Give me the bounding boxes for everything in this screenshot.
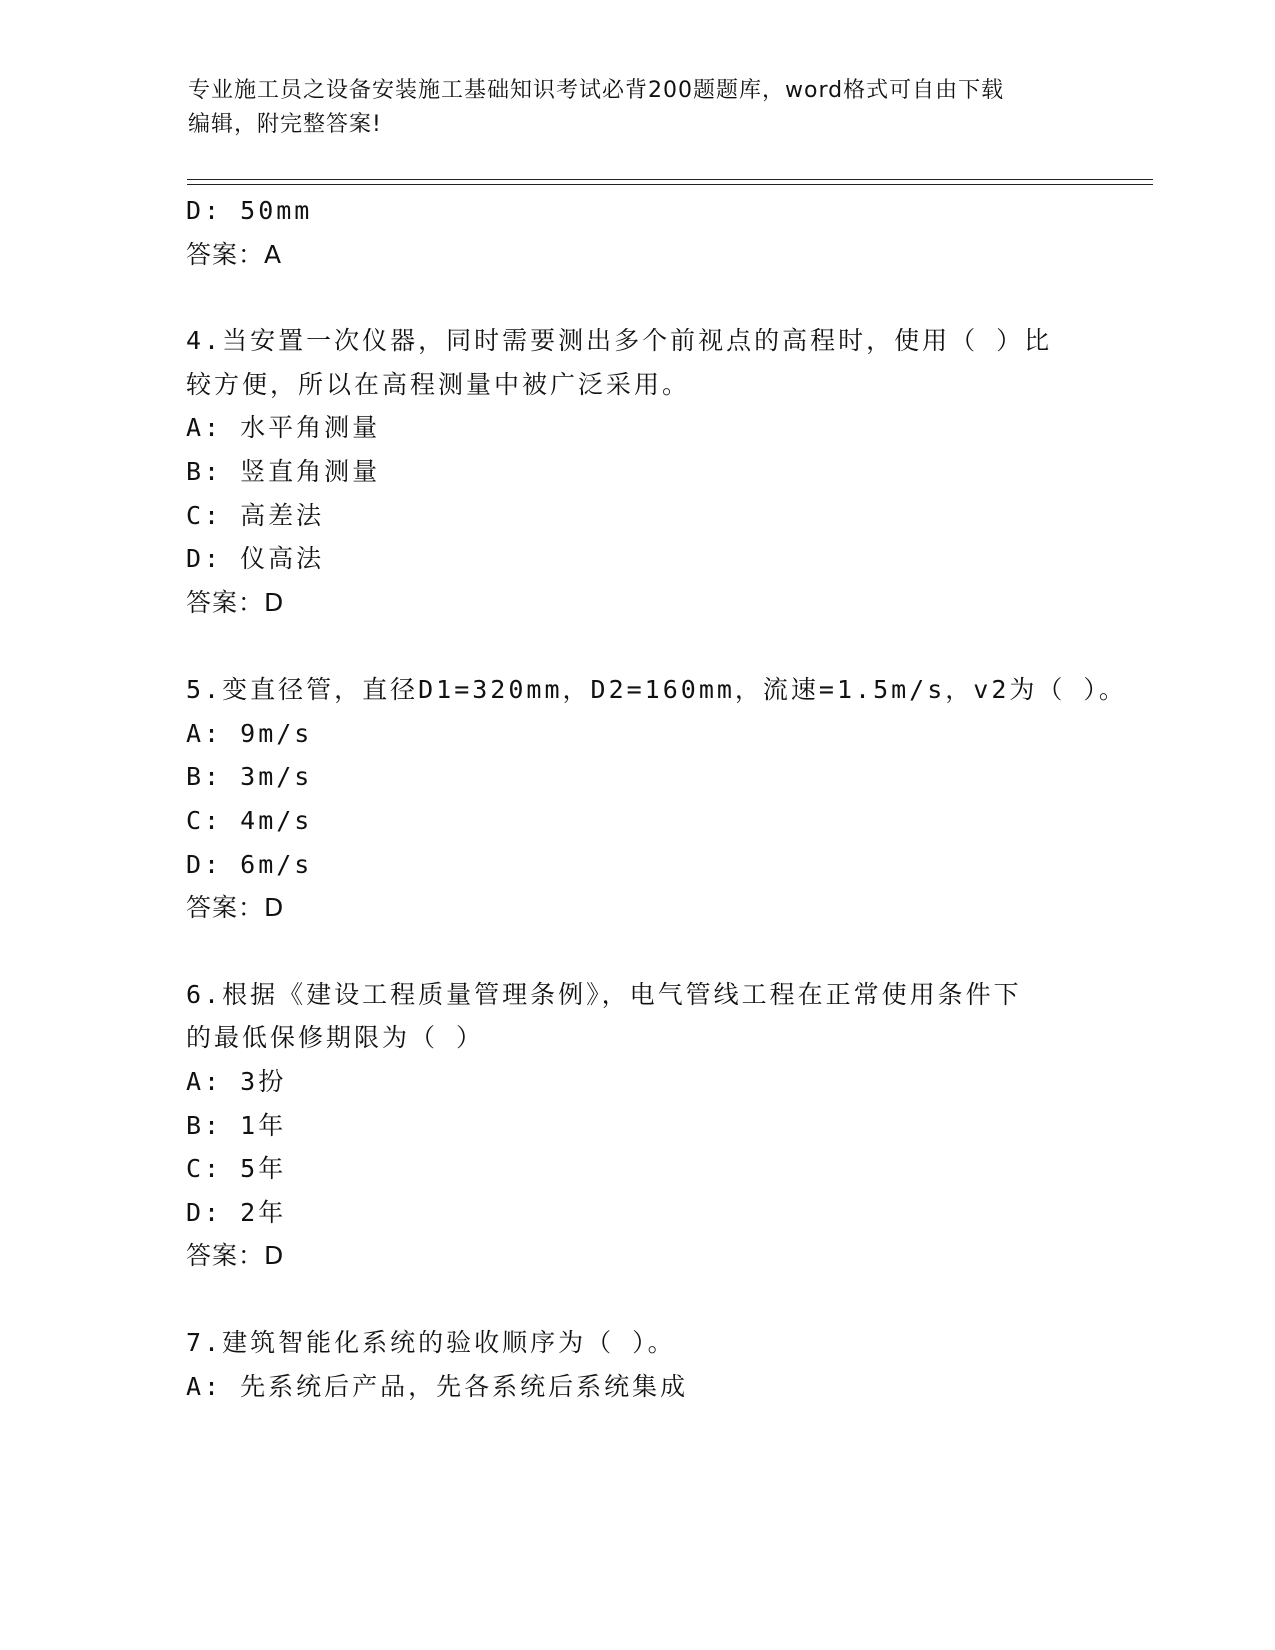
q3-answer: 答案：A — [186, 240, 283, 269]
q4-option-b: B: 竖直角测量 — [186, 457, 381, 486]
header-divider-top — [187, 179, 1153, 180]
q6-stem-line-2: 的最低保修期限为（ ） — [186, 1023, 485, 1052]
q6-option-b: B: 1年 — [186, 1111, 287, 1140]
q4-answer: 答案：D — [186, 588, 285, 617]
document-header — [188, 74, 1088, 142]
q6-option-a: A: 3扮 — [186, 1067, 287, 1096]
header-title-line-2: 编辑，附完整答案! — [188, 112, 382, 137]
q7-option-a: A: 先系统后产品，先各系统后系统集成 — [186, 1372, 689, 1401]
q4-option-a: A: 水平角测量 — [186, 413, 381, 442]
q4-option-d: D: 仪高法 — [186, 544, 325, 573]
q3-option-d: D: 50mm — [186, 196, 313, 225]
q5-option-b: B: 3m/s — [186, 762, 313, 791]
q7-stem: 7.建筑智能化系统的验收顺序为（ ）。 — [186, 1328, 676, 1357]
q6-option-d: D: 2年 — [186, 1198, 287, 1227]
q5-option-d: D: 6m/s — [186, 850, 313, 879]
q6-answer: 答案：D — [186, 1241, 285, 1270]
q6-option-c: C: 5年 — [186, 1154, 287, 1183]
q4-option-c: C: 高差法 — [186, 501, 325, 530]
q4-stem-line-1: 4.当安置一次仪器，同时需要测出多个前视点的高程时，使用（ ）比 — [186, 326, 1053, 355]
header-title-line-1: 专业施工员之设备安装施工基础知识考试必背200题题库，word格式可自由下载 — [188, 78, 1005, 103]
header-divider-bottom — [187, 184, 1153, 185]
q5-option-c: C: 4m/s — [186, 806, 313, 835]
q5-stem: 5.变直径管，直径D1=320mm，D2=160mm，流速=1.5m/s，v2为（ ）。 — [186, 675, 1127, 704]
q5-answer: 答案：D — [186, 893, 285, 922]
q4-stem-line-2: 较方便，所以在高程测量中被广泛采用。 — [186, 370, 691, 399]
q6-stem-line-1: 6.根据《建设工程质量管理条例》，电气管线工程在正常使用条件下 — [186, 980, 1022, 1009]
q5-option-a: A: 9m/s — [186, 719, 313, 748]
